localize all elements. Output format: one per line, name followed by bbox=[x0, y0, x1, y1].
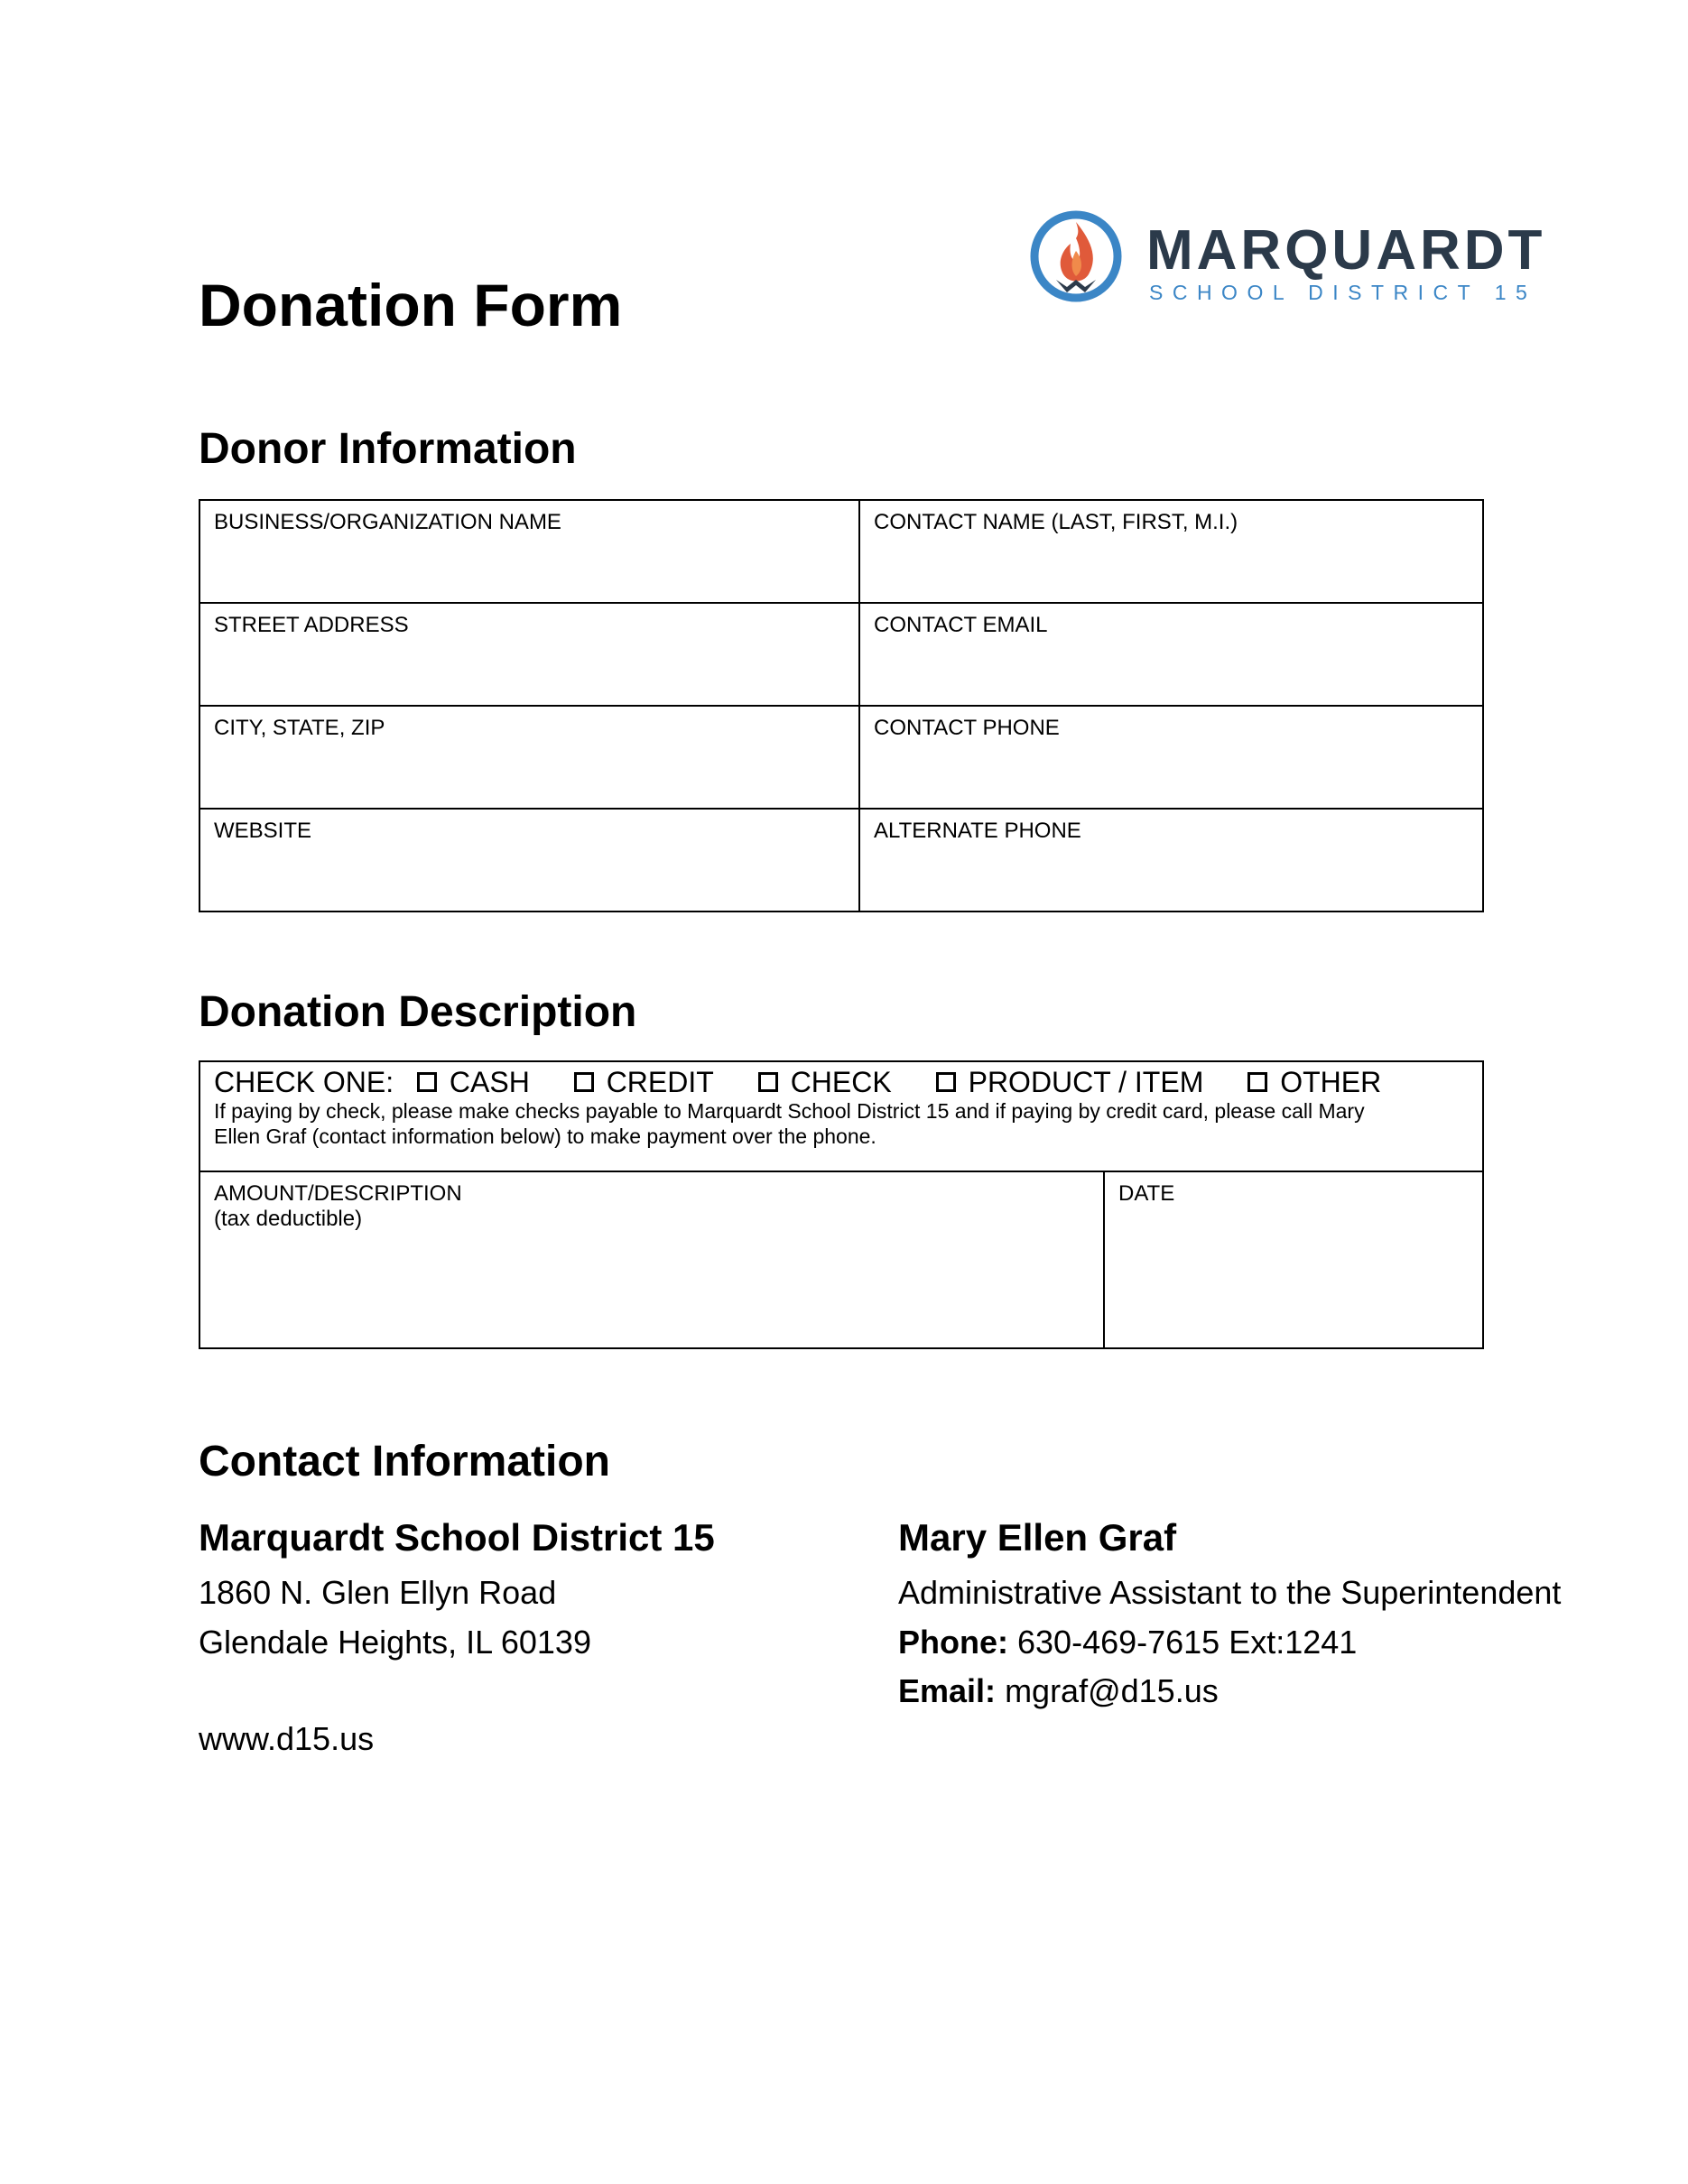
website-link[interactable]: www.d15.us bbox=[199, 1720, 375, 1757]
option-label: CASH bbox=[449, 1066, 530, 1098]
email-address[interactable]: mgraf@d15.us bbox=[1005, 1672, 1219, 1709]
contact-person-name: Mary Ellen Graf bbox=[898, 1516, 1177, 1559]
contact-name-field[interactable] bbox=[859, 500, 1483, 603]
address-line-1: 1860 N. Glen Ellyn Road bbox=[199, 1574, 557, 1611]
donor-information-table bbox=[199, 499, 1484, 912]
field-label: CONTACT PHONE bbox=[874, 716, 1060, 740]
check-one-label: CHECK ONE: bbox=[214, 1066, 394, 1098]
field-label: WEBSITE bbox=[214, 819, 312, 843]
product-item-checkbox[interactable] bbox=[936, 1066, 1204, 1098]
checkbox-icon bbox=[574, 1072, 594, 1092]
field-label: BUSINESS/ORGANIZATION NAME bbox=[214, 510, 561, 534]
phone-label: Phone: bbox=[898, 1624, 1008, 1661]
contact-phone-line bbox=[898, 1624, 1357, 1661]
option-label: CHECK bbox=[790, 1066, 892, 1098]
phone-number[interactable]: 630-469-7615 Ext:1241 bbox=[1017, 1624, 1358, 1661]
table-row bbox=[199, 500, 1483, 603]
option-label: OTHER bbox=[1280, 1066, 1382, 1098]
alternate-phone-field[interactable] bbox=[859, 809, 1483, 912]
street-address-field[interactable] bbox=[199, 603, 859, 706]
check-one-row bbox=[214, 1066, 1469, 1098]
district-logo bbox=[1029, 206, 1546, 312]
contact-email-field[interactable] bbox=[859, 603, 1483, 706]
contact-phone-field[interactable] bbox=[859, 706, 1483, 809]
logo-emblem-icon bbox=[1029, 206, 1546, 312]
donor-information-heading: Donor Information bbox=[199, 425, 577, 473]
other-checkbox[interactable] bbox=[1247, 1066, 1381, 1098]
table-row bbox=[199, 1061, 1483, 1171]
district-name: Marquardt School District 15 bbox=[199, 1516, 715, 1559]
email-label: Email: bbox=[898, 1672, 997, 1709]
field-label: CITY, STATE, ZIP bbox=[214, 716, 385, 740]
table-row bbox=[199, 1171, 1483, 1348]
contact-person-title: Administrative Assistant to the Superintendent bbox=[898, 1574, 1562, 1611]
website-field[interactable] bbox=[199, 809, 859, 912]
field-label: STREET ADDRESS bbox=[214, 613, 409, 637]
table-row bbox=[199, 809, 1483, 912]
credit-checkbox[interactable] bbox=[574, 1066, 714, 1098]
amount-label: AMOUNT/DESCRIPTION bbox=[214, 1181, 462, 1206]
field-label: CONTACT EMAIL bbox=[874, 613, 1048, 637]
field-label: ALTERNATE PHONE bbox=[874, 819, 1081, 843]
date-label: DATE bbox=[1118, 1181, 1175, 1206]
amount-sublabel: (tax deductible) bbox=[214, 1207, 363, 1231]
check-checkbox[interactable] bbox=[758, 1066, 892, 1098]
cash-checkbox[interactable] bbox=[417, 1066, 530, 1098]
field-label: CONTACT NAME (LAST, FIRST, M.I.) bbox=[874, 510, 1238, 534]
table-row bbox=[199, 706, 1483, 809]
business-name-field[interactable] bbox=[199, 500, 859, 603]
contact-email-line bbox=[898, 1672, 1219, 1710]
amount-description-field[interactable] bbox=[199, 1171, 1104, 1348]
checkbox-icon bbox=[1247, 1072, 1267, 1092]
donation-description-heading: Donation Description bbox=[199, 988, 637, 1036]
logo-wordmark: MARQUARDT bbox=[1146, 219, 1546, 282]
payment-method-cell bbox=[199, 1061, 1483, 1171]
checkbox-icon bbox=[417, 1072, 437, 1092]
donation-description-table bbox=[199, 1060, 1484, 1349]
page-title: Donation Form bbox=[199, 272, 623, 338]
city-state-zip-field[interactable] bbox=[199, 706, 859, 809]
table-row bbox=[199, 603, 1483, 706]
payment-note: If paying by check, please make checks payable to Marquardt School District 15 and if paying by credit card, please call Mary Ellen Graf (contact information below) to make payment over the phone. bbox=[214, 1099, 1365, 1148]
logo-tagline: SCHOOL DISTRICT 15 bbox=[1149, 281, 1537, 304]
checkbox-icon bbox=[936, 1072, 956, 1092]
date-field[interactable] bbox=[1104, 1171, 1483, 1348]
option-label: PRODUCT / ITEM bbox=[968, 1066, 1204, 1098]
checkbox-icon bbox=[758, 1072, 778, 1092]
contact-information-heading: Contact Information bbox=[199, 1438, 610, 1485]
option-label: CREDIT bbox=[606, 1066, 714, 1098]
address-line-2: Glendale Heights, IL 60139 bbox=[199, 1624, 591, 1661]
